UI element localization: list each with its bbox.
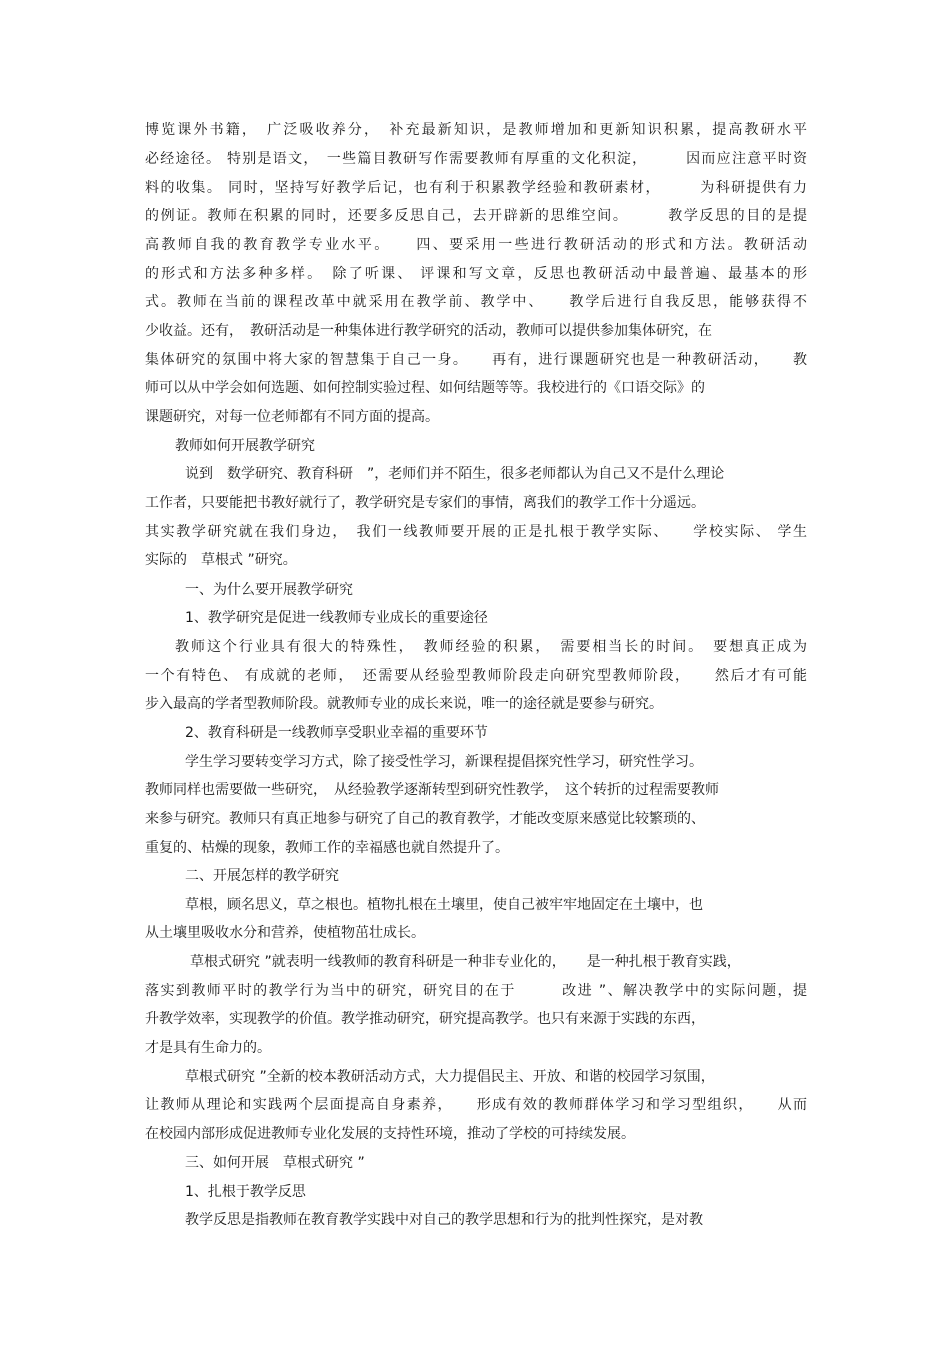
text-line: 2、教育科研是一线教师享受职业幸福的重要环节 xyxy=(185,725,488,741)
text-line: 必经途径。 特别是语文， 一些篇目教研写作需要教师有厚重的文化积淀， 因而应注意平时资 xyxy=(145,151,807,167)
text-line: 1、教学研究是促进一线教师专业成长的重要途径 xyxy=(185,610,488,626)
text-line: 教师同样也需要做一些研究， 从经验教学逐渐转型到研究性教学， 这个转折的过程需要教师 xyxy=(145,782,719,798)
text-line: 的形式和方法多种多样。 除了听课、 评课和写文章，反思也教研活动中最普遍、最基本的形 xyxy=(145,266,807,282)
text-line: 一个有特色、 有成就的老师， 还需要从经验型教师阶段走向研究型教师阶段， 然后才有可能 xyxy=(145,668,807,684)
text-line: 教师这个行业具有很大的特殊性， 教师经验的积累， 需要相当长的时间。 要想真正成为 xyxy=(175,639,807,655)
text-line: 集体研究的氛围中将大家的智慧集于自己一身。 再有，进行课题研究也是一种教研活动， 教 xyxy=(145,352,807,368)
text-line: 在校园内部形成促进教师专业化发展的支持性环境，推动了学校的可持续发展。 xyxy=(145,1126,635,1142)
text-line: 课题研究，对每一位老师都有不同方面的提高。 xyxy=(145,409,439,425)
text-line: 的例证。教师在积累的同时，还要多反思自己，去开辟新的思维空间。 教学反思的目的是提 xyxy=(145,208,807,224)
text-line: 来参与研究。教师只有真正地参与研究了自己的教育教学，才能改变原来感觉比较繁琐的、 xyxy=(145,811,705,827)
text-line: 草根，顾名思义，草之根也。植物扎根在土壤里，使自己被牢牢地固定在土壤中，也 xyxy=(185,897,703,913)
text-line: 说到 数学研究、教育科研 ”，老师们并不陌生，很多老师都认为自己又不是什么理论 xyxy=(185,466,725,482)
text-line: 一、为什么要开展教学研究 xyxy=(185,582,353,598)
text-line: 草根式研究 ”就表明一线教师的教育科研是一种非专业化的， 是一种扎根于教育实践， xyxy=(190,954,741,970)
text-line: 落实到教师平时的教学行为当中的研究，研究目的在于 改进 ”、解决教学中的实际问题，提 xyxy=(145,983,807,999)
text-line: 少收益。还有， 教研活动是一种集体进行教学研究的活动，教师可以提供参加集体研究，在 xyxy=(145,323,712,339)
text-line: 重复的、枯燥的现象，教师工作的幸福感也就自然提升了。 xyxy=(145,840,509,856)
text-line: 1、扎根于教学反思 xyxy=(185,1184,306,1200)
text-line: 教学反思是指教师在教育教学实践中对自己的教学思想和行为的批判性探究，是对教 xyxy=(185,1212,703,1228)
text-line: 料的收集。 同时，坚持写好教学后记，也有利于积累教学经验和教研素材， 为科研提供有力 xyxy=(145,180,807,196)
text-line: 式。教师在当前的课程改革中就采用在教学前、教学中、 教学后进行自我反思，能够获得不 xyxy=(145,294,807,310)
text-line: 高教师自我的教育教学专业水平。 四、要采用一些进行教研活动的形式和方法。教研活动 xyxy=(145,237,807,253)
text-line: 才是具有生命力的。 xyxy=(145,1040,271,1056)
text-line: 从土壤里吸收水分和营养，使植物茁壮成长。 xyxy=(145,925,425,941)
text-line: 步入最高的学者型教师阶段。就教师专业的成长来说，唯一的途径就是要参与研究。 xyxy=(145,696,663,712)
text-line: 师可以从中学会如何选题、如何控制实验过程、如何结题等等。我校进行的《口语交际》的 xyxy=(145,380,705,396)
text-line: 草根式研究 ”全新的校本教研活动方式，大力提倡民主、开放、和谐的校园学习氛围， xyxy=(185,1069,715,1085)
text-line: 实际的 草根式 ”研究。 xyxy=(145,552,297,568)
text-line: 让教师从理论和实践两个层面提高自身素养， 形成有效的教师群体学习和学习型组织， 从而 xyxy=(145,1097,807,1113)
text-line: 升教学效率，实现教学的价值。教学推动研究，研究提高教学。也只有来源于实践的东西， xyxy=(145,1011,705,1027)
text-line: 三、如何开展 草根式研究 ” xyxy=(185,1155,365,1171)
text-line: 其实教学研究就在我们身边， 我们一线教师要开展的正是扎根于教学实际、 学校实际、 学生 xyxy=(145,524,807,540)
text-line: 博览课外书籍， 广泛吸收养分， 补充最新知识，是教师增加和更新知识积累，提高教研水平 xyxy=(145,122,807,138)
text-line: 工作者，只要能把书教好就行了，教学研究是专家们的事情，离我们的教学工作十分遥远。 xyxy=(145,495,705,511)
text-line: 教师如何开展教学研究 xyxy=(175,438,315,454)
text-line: 二、开展怎样的教学研究 xyxy=(185,868,339,884)
text-line: 学生学习要转变学习方式，除了接受性学习，新课程提倡探究性学习，研究性学习。 xyxy=(185,754,703,770)
